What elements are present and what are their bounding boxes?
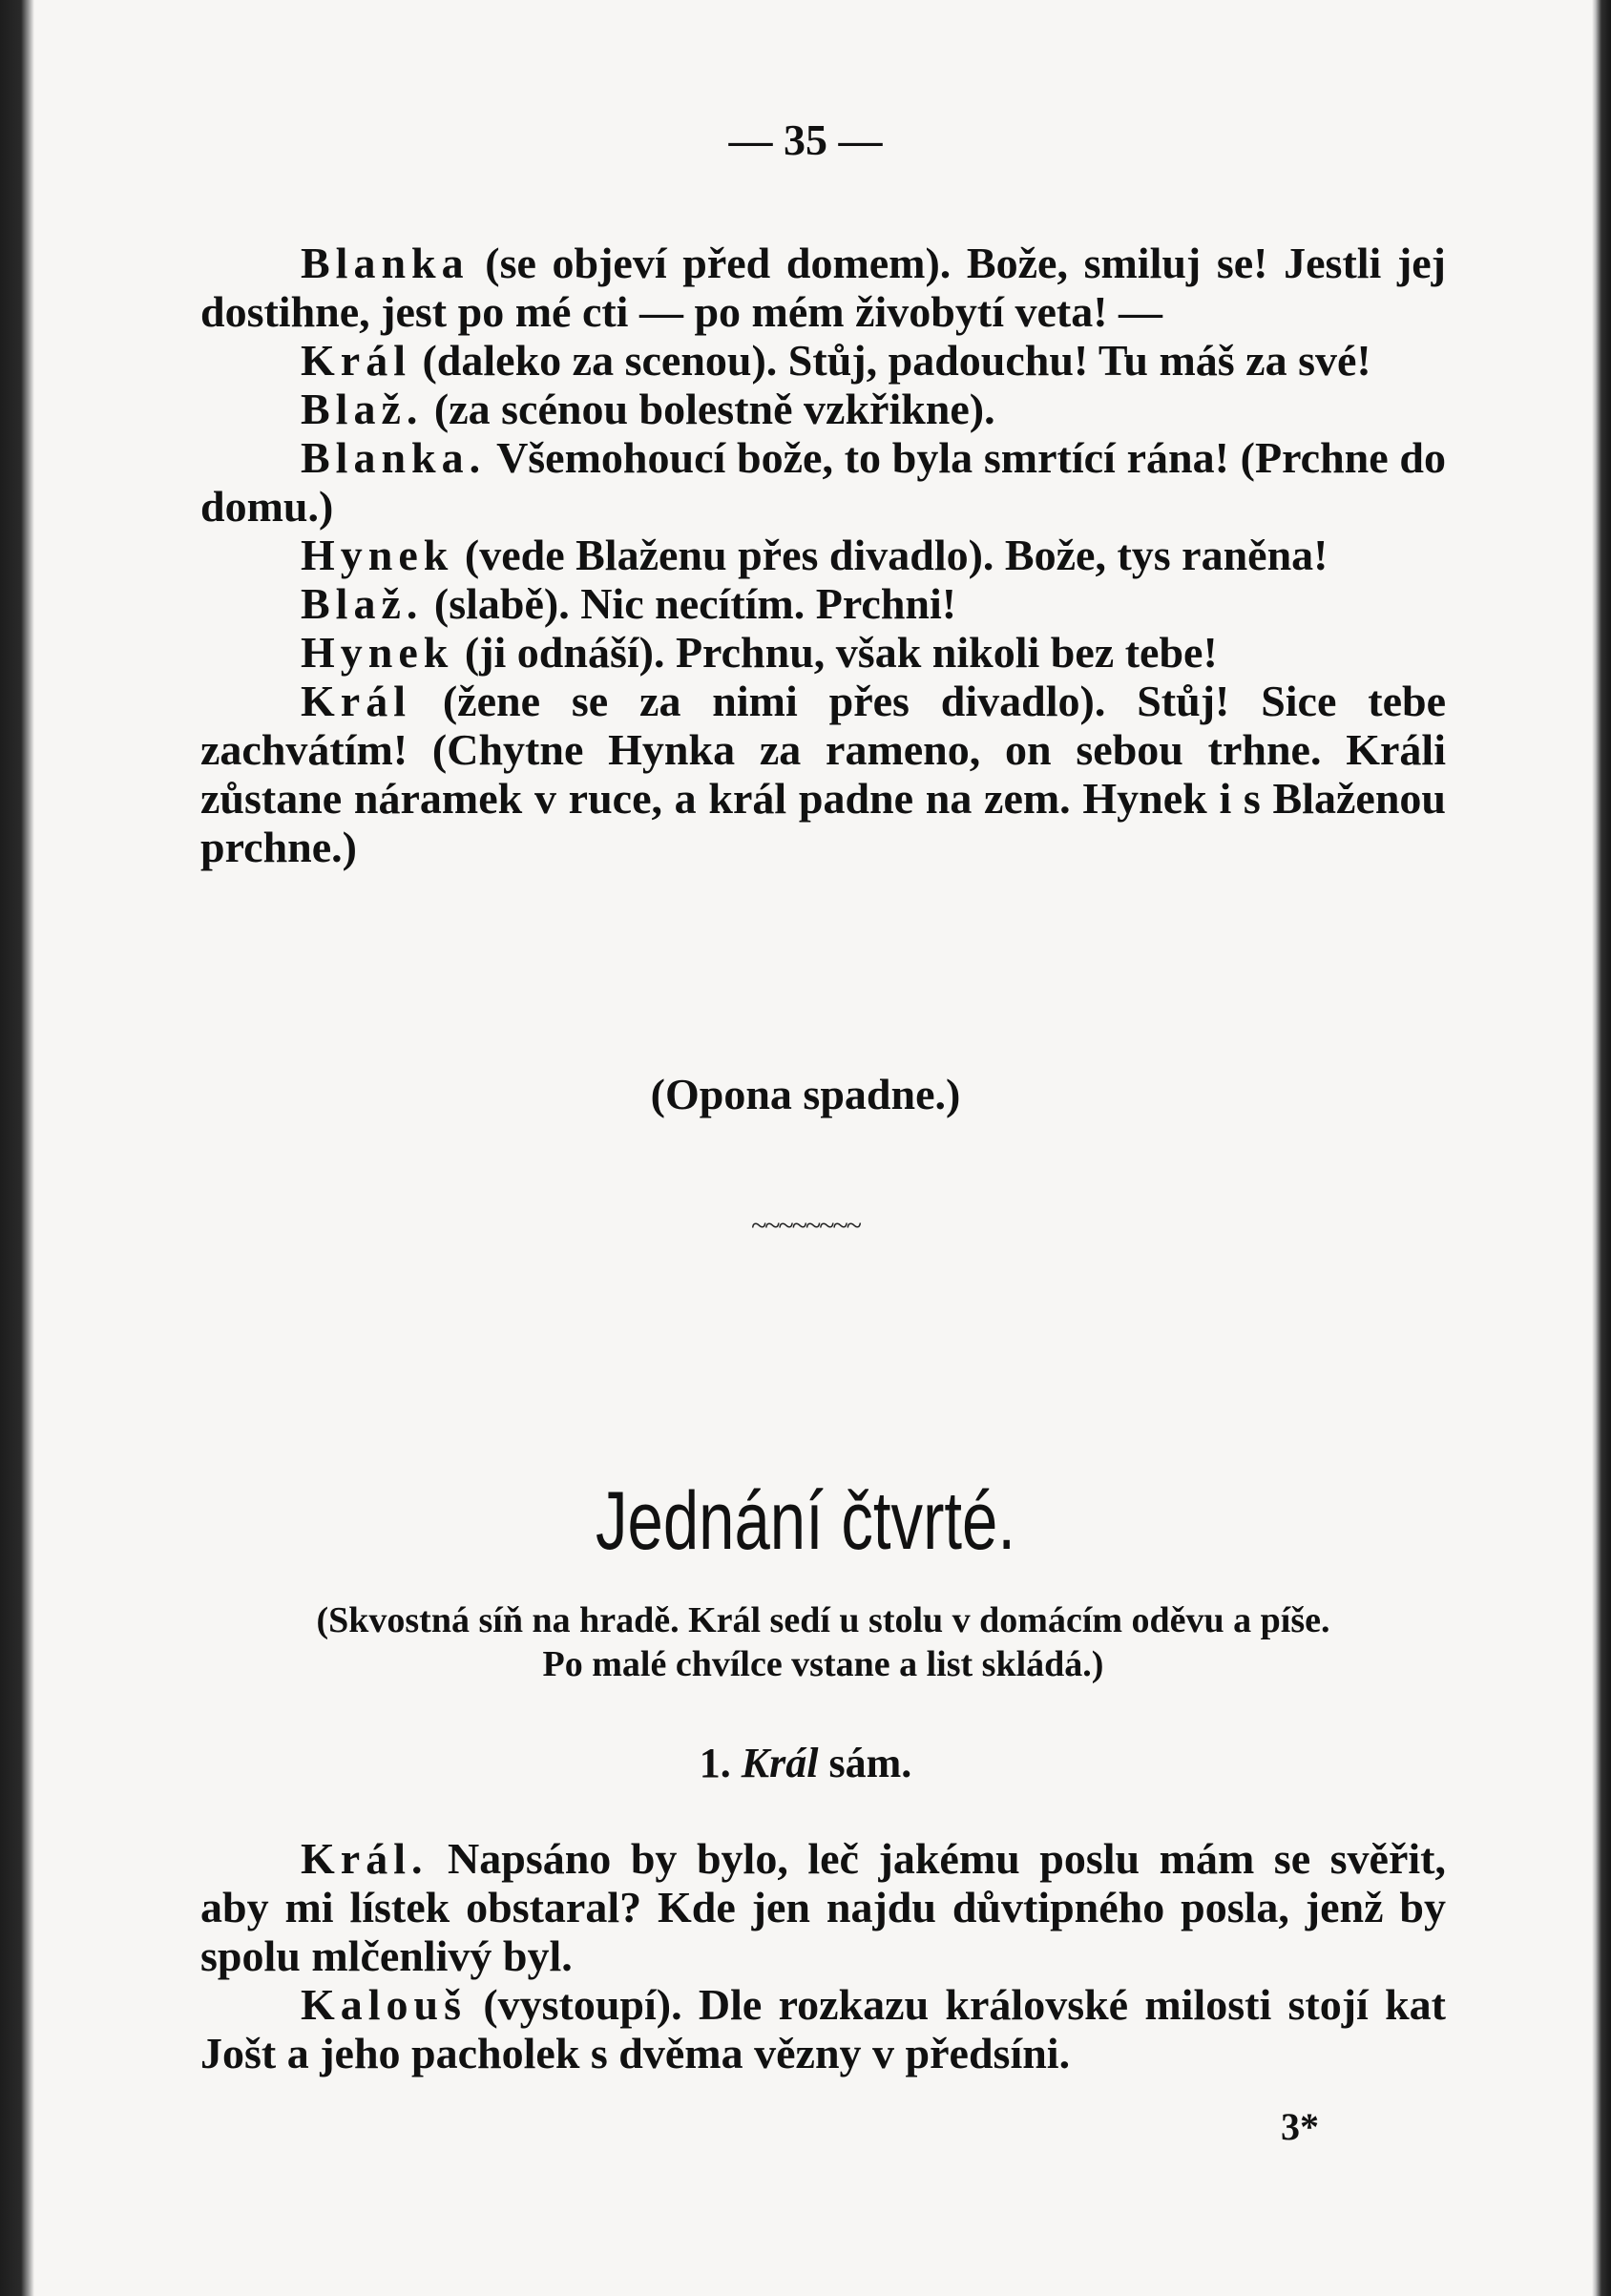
page-edge-left xyxy=(0,0,34,2296)
stage-direction xyxy=(200,1598,1446,1686)
speech-text: (daleko za scenou). Stůj, padouchu! Tu máš za své! xyxy=(410,336,1371,385)
speech-text: Napsáno by bylo, leč jakému poslu mám se svěřit, aby mi lístek obstaral? Kde jen najdu důvtipného posla, jenž by spolu mlčenlivý byl. xyxy=(200,1834,1446,1980)
speech-line xyxy=(200,579,1446,628)
speaker-name: Hynek xyxy=(301,628,454,677)
speech-line xyxy=(200,628,1446,677)
scene-rest: sám. xyxy=(818,1740,912,1786)
speaker-name: Blanka xyxy=(301,239,470,287)
speech-text: (vystoupí). Dle rozkazu královské milosti stojí kat Jošt a jeho pacholek s dvěma vězny v předsíni. xyxy=(200,1980,1446,2077)
scene-character: Král xyxy=(741,1740,819,1786)
speech-line xyxy=(200,336,1446,385)
speech-line xyxy=(200,1834,1446,1980)
speech-line xyxy=(200,385,1446,433)
speech-line xyxy=(200,531,1446,579)
speech-line xyxy=(200,677,1446,871)
speaker-name: Král xyxy=(301,336,411,385)
stage-direction-line: (Skvostná síň na hradě. Král sedí u stolu v domácím oděvu a píše. xyxy=(316,1600,1330,1640)
speaker-name: Hynek xyxy=(301,531,454,579)
speech-text: (ji odnáší). Prchnu, však nikoli bez tebe! xyxy=(453,628,1218,677)
page-edge-right xyxy=(1592,0,1611,2296)
dialogue-top xyxy=(200,239,1446,871)
speaker-name: Král xyxy=(301,677,411,725)
speech-line xyxy=(200,239,1446,336)
speaker-name: Blanka. xyxy=(301,433,487,482)
dialogue-bottom xyxy=(200,1834,1446,2077)
act-title: Jednání čtvrté. xyxy=(596,1475,1015,1567)
scene-number: 1. xyxy=(699,1740,731,1786)
stage-direction-line: Po malé chvílce vstane a list skládá.) xyxy=(542,1644,1104,1684)
speech-text: Všemohoucí bože, to byla smrtící rána! (Prchne do domu.) xyxy=(200,433,1446,531)
speech-text: (slabě). Nic necítím. Prchni! xyxy=(423,579,957,628)
signature-mark: 3* xyxy=(1281,2105,1319,2148)
speaker-name: Blaž. xyxy=(301,385,424,433)
speaker-name: Kalouš xyxy=(301,1980,468,2029)
speech-text: (vede Blaženu přes divadlo). Bože, tys raněna! xyxy=(453,531,1329,579)
speech-text: (žene se za nimi přes divadlo). Stůj! Sice tebe zachvátím! (Chytne Hynka za rameno, on sebou trhne. Králi zůstane náramek v ruce, a král padne na zem. Hynek i s Blaženou prchne.) xyxy=(200,677,1446,871)
scene-title xyxy=(0,1739,1611,1787)
curtain-direction: (Opona spadne.) xyxy=(650,1070,961,1118)
speaker-name: Král. xyxy=(301,1834,429,1883)
speaker-name: Blaž. xyxy=(301,579,424,628)
ornament-flourish: ~~~~~~~~ xyxy=(751,1210,860,1242)
speech-text: (se objeví před domem). Bože, smiluj se! Jestli jej dostihne, jest po mé cti — po mém živobytí veta! — xyxy=(200,239,1446,336)
page-number: — 35 — xyxy=(728,115,883,164)
speech-text: (za scénou bolestně vzkřikne). xyxy=(423,385,995,433)
speech-line xyxy=(200,1980,1446,2077)
speech-line xyxy=(200,433,1446,531)
